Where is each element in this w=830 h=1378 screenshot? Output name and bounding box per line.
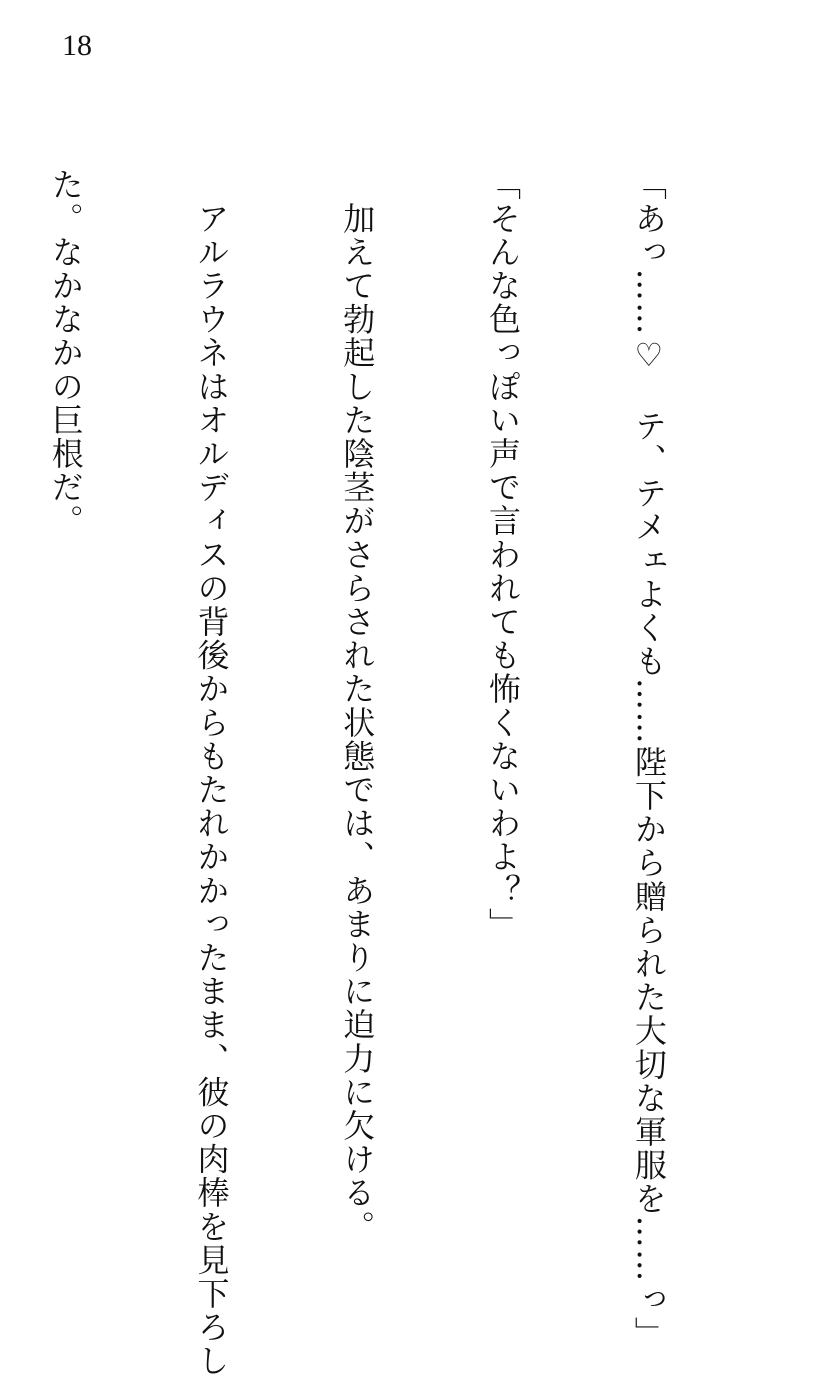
text-line: 加えて勃起した陰茎がさらされた状態では、あまりに迫力に欠ける。 bbox=[338, 168, 377, 1244]
text-line: 「そんな色っぽい声で言われても怖くないわよ？」 bbox=[484, 168, 523, 941]
vertical-text-body bbox=[0, 168, 770, 1378]
text-line: た。なかなかの巨根だ。 bbox=[46, 168, 85, 538]
text-line: アルラウネはオルディスの背後からもたれかかったまま、彼の肉棒を見下ろし bbox=[192, 168, 231, 1378]
text-line: 「あっ……♡ テ、テメェよくも……陛下から贈られた大切な軍服を……っ」 bbox=[629, 168, 668, 1350]
page-number: 18 bbox=[62, 29, 92, 62]
